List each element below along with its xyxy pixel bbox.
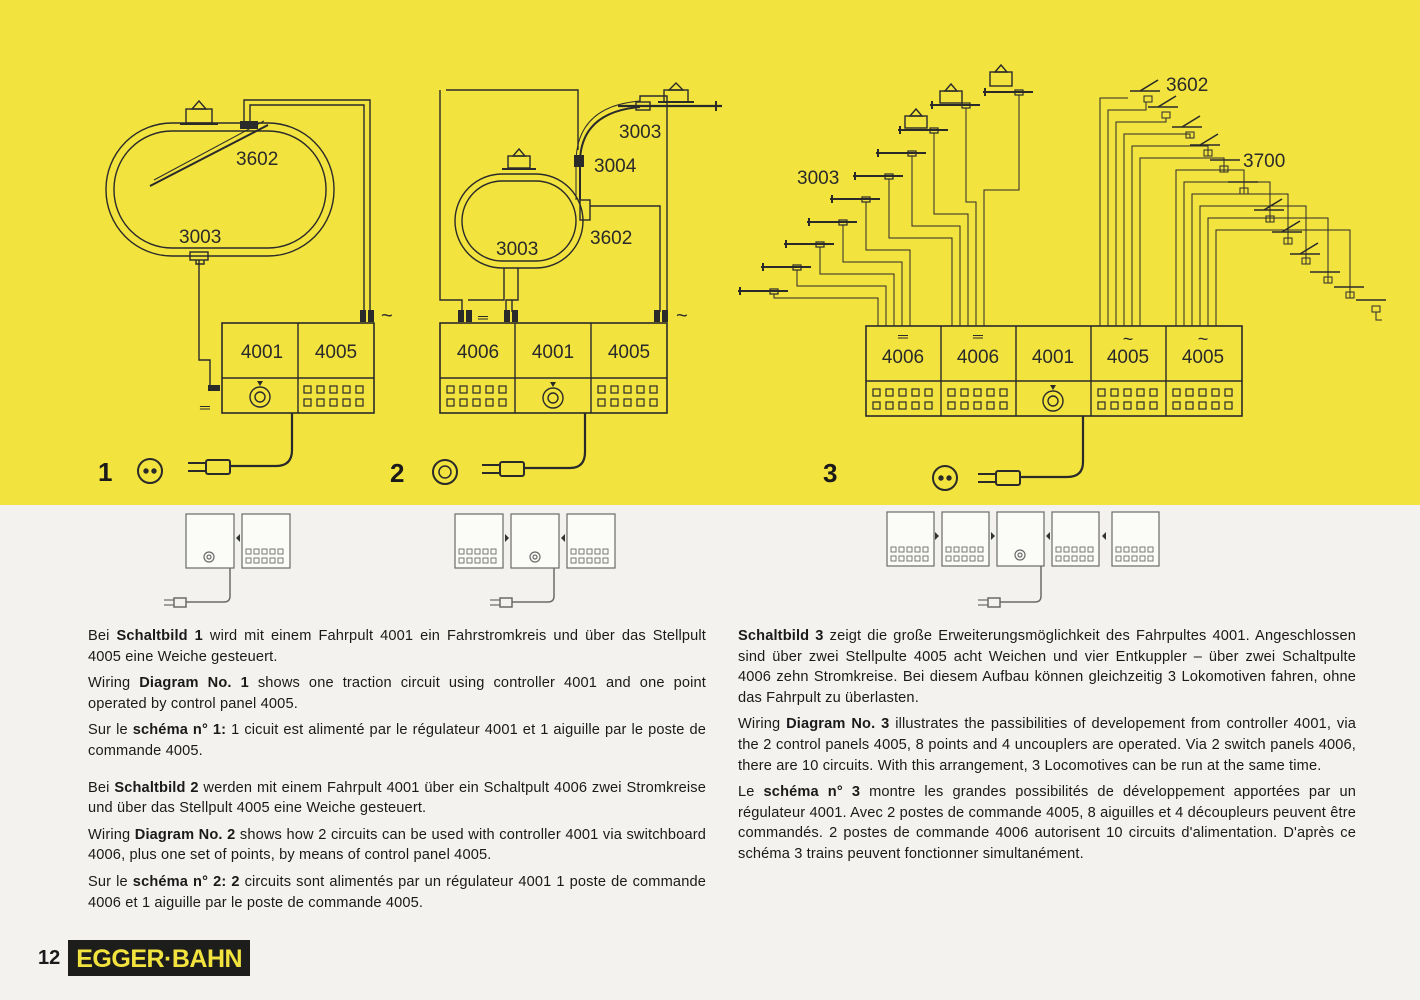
plug-icon bbox=[978, 471, 1020, 485]
diagram-2 bbox=[390, 83, 722, 488]
text-column-left bbox=[88, 626, 706, 919]
diagram-number: 2 bbox=[390, 458, 405, 488]
svg-text:~: ~ bbox=[1197, 329, 1209, 349]
diagram-3 bbox=[738, 65, 1386, 490]
socket-icon bbox=[933, 466, 957, 490]
svg-text:═: ═ bbox=[478, 309, 488, 325]
panel-label: 4006 bbox=[456, 342, 500, 363]
panel-label: 4006 bbox=[881, 347, 925, 368]
svg-text:═: ═ bbox=[973, 328, 983, 344]
locomotive-icon bbox=[905, 65, 1012, 128]
paragraph: Wiring Diagram No. 2 shows how 2 circuits can be used with controller 4001 via switchboard 4006, plus one set of points, by means of control panel 4005. bbox=[88, 826, 706, 864]
socket-icon bbox=[433, 460, 457, 484]
svg-text:~: ~ bbox=[676, 305, 688, 327]
track-label: 3003 bbox=[619, 122, 662, 143]
paragraph: Sur le schéma n° 1: 1 cicuit est alimenté par le régulateur 4001 et 1 aiguille par le poste de commande 4005. bbox=[88, 722, 706, 759]
track-label: 3602 bbox=[236, 149, 279, 170]
panel-label: 4006 bbox=[956, 347, 1000, 368]
panel-label: 4001 bbox=[1031, 347, 1075, 368]
diagram-1 bbox=[98, 100, 393, 487]
paragraph: Bei Schaltbild 1 wird mit einem Fahrpult 4001 ein Fahrstromkreis und über das Stellpult 4005 eine Weiche gesteuert. bbox=[88, 628, 706, 665]
svg-text:~: ~ bbox=[1122, 329, 1134, 349]
track-label: 3602 bbox=[1166, 75, 1209, 96]
diagram-number: 1 bbox=[98, 457, 113, 487]
wagon-icon bbox=[658, 83, 694, 102]
panel-label: 4005 bbox=[314, 342, 358, 363]
track-label: 3003 bbox=[179, 227, 222, 248]
diagram-number: 3 bbox=[823, 458, 838, 488]
track-label: 3602 bbox=[590, 228, 633, 249]
turnout-marker bbox=[240, 121, 258, 129]
locomotive-icon bbox=[180, 101, 218, 124]
track-label: 3003 bbox=[797, 168, 840, 189]
dc-symbol: ═ bbox=[200, 399, 210, 415]
socket-icon bbox=[138, 459, 162, 483]
paragraph: Bei Schaltbild 2 werden mit einem Fahrpult 4001 über ein Schaltpult 4006 zwei Stromkreise und über das Stellpult 4005 eine Weiche gesteuert. bbox=[88, 779, 706, 817]
panel-label: 4001 bbox=[531, 342, 575, 363]
track-label: 3004 bbox=[594, 156, 637, 177]
text-column-right bbox=[738, 626, 1356, 871]
track-label: 3003 bbox=[496, 239, 539, 260]
panel-label: 4001 bbox=[240, 342, 284, 363]
ac-symbol: ~ bbox=[381, 305, 393, 327]
paragraph: Wiring Diagram No. 1 shows one traction circuit using controller 4001 and one point operated by control panel 4005. bbox=[88, 675, 706, 712]
track-label: 3700 bbox=[1243, 151, 1286, 172]
paragraph: Wiring Diagram No. 3 illustrates the passibilities of developement from controller 4001, via the 2 control panels 4005, 8 points and 4 uncouplers are operated. Via 2 switch panels 4006, there are 10 circuits. With this arrangement, 3 Locomotives can be run at the same time. bbox=[738, 716, 1356, 774]
paragraph: Le schéma n° 3 montre les grandes possibilités de développement apportées par un régulateur 4001. Avec 2 postes de commande 4005, 8 aiguilles et 4 découpleurs peuvent être commandés. 2 postes de commande 4006 autorisent 10 circuits d'alimentation. D'après ce schéma 3 trains peuvent fonctionner simultanément. bbox=[738, 784, 1356, 862]
plug-icon bbox=[482, 462, 524, 476]
paragraph: Schaltbild 3 zeigt die große Erweiterungsmöglichkeit des Fahrpultes 4001. Angeschlossen sind über zwei Stellpulte 4005 acht Weichen und vier Entkuppler – über zwei Schaltpulte 4006 zehn Stromkreise. Bei diesem Aufbau können gleichzeitig 3 Lokomotiven fahren, ohne das Fahrpult zu überlasten. bbox=[738, 628, 1356, 706]
panel-label: 4005 bbox=[1181, 347, 1225, 368]
panel-label: 4005 bbox=[1106, 347, 1150, 368]
panel-front-views bbox=[164, 512, 1159, 607]
paragraph: Sur le schéma n° 2: 2 circuits sont alimentés par un régulateur 4001 1 poste de commande 4006 et 1 aiguille par le poste de commande 4005. bbox=[88, 873, 706, 911]
page-number: 12 bbox=[38, 946, 61, 969]
panel-label: 4005 bbox=[607, 342, 651, 363]
svg-text:═: ═ bbox=[898, 328, 908, 344]
page-footer bbox=[38, 940, 250, 976]
brand-logo: EGGER·BAHN bbox=[68, 940, 250, 976]
locomotive-icon bbox=[502, 149, 536, 169]
plug-icon bbox=[188, 460, 230, 474]
